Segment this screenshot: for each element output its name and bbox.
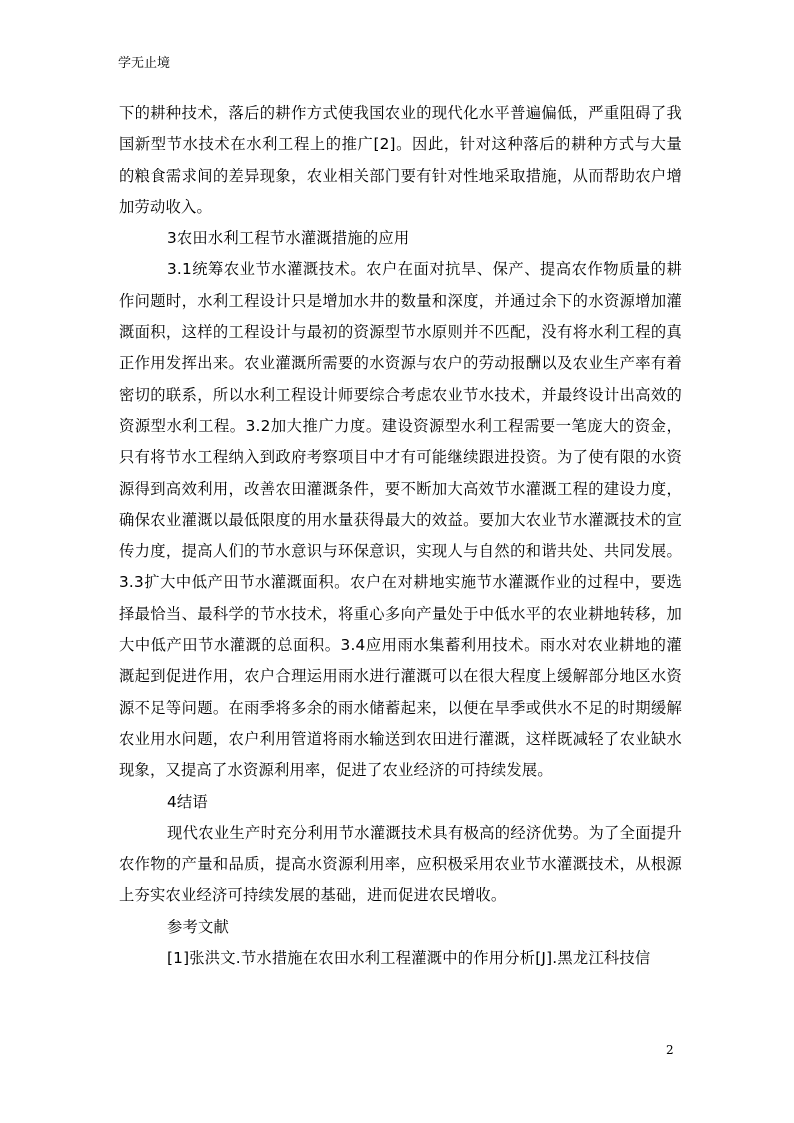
section-4-heading: 4结语 (167, 792, 208, 811)
document-body (119, 98, 682, 974)
reference-item-1: [1]张洪文.节水措施在农田水利工程灌溉中的作用分析[J].黑龙江科技信 (167, 949, 651, 968)
section-4-body: 现代农业生产时充分利用节水灌溉技术具有极高的经济优势。为了全面提升农作物的产量和品质，提高水资源利用率，应积极采用农业节水灌溉技术，从根源上夯实农业经济可持续发展的基础，进而促进农民增收。 (119, 823, 682, 905)
page-header: 学无止境 (118, 56, 171, 71)
section-3-body: 3.1统筹农业节水灌溉技术。农户在面对抗旱、保产、提高农作物质量的耕作问题时，水利工程设计只是增加水井的数量和深度，并通过余下的水资源增加灌溉面积，这样的工程设计与最初的资源型节水原则并不匹配，没有将水利工程的真正作用发挥出来。农业灌溉所需要的水资源与农户的劳动报酬以及农业生产率有着密切的联系，所以水利工程设计师要综合考虑农业节水技术，并最终设计出高效的资源型水利工程。3.2加大推广力度。建设资源型水利工程需要一笔庞大的资金，只有将节水工程纳入到政府考察项目中才有可能继续跟进投资。为了使有限的水资源得到高效利用，改善农田灌溉条件，要不断加大高效节水灌溉工程的建设力度，确保农业灌溉以最低限度的用水量获得最大的效益。要加大农业节水灌溉技术的宣传力度，提高人们的节水意识与环保意识，实现人与自然的和谐共处、共同发展。3.3扩大中低产田节水灌溉面积。农户在对耕地实施节水灌溉作业的过程中，要选择最恰当、最科学的节水技术，将重心多向产量处于中低水平的农业耕地转移，加大中低产田节水灌溉的总面积。3.4应用雨水集蓄利用技术。雨水对农业耕地的灌溉起到促进作用，农户合理运用雨水进行灌溉可以在很大程度上缓解部分地区水资源不足等问题。在雨季将多余的雨水储蓄起来，以便在旱季或供水不足的时期缓解农业用水问题，农户利用管道将雨水输送到农田进行灌溉，这样既减轻了农业缺水现象，又提高了水资源利用率，促进了农业经济的可持续发展。 (119, 260, 682, 780)
section-3-heading: 3农田水利工程节水灌溉措施的应用 (167, 229, 410, 248)
paragraph-continuation: 下的耕种技术，落后的耕作方式使我国农业的现代化水平普遍偏低，严重阻碍了我国新型节水技术在水利工程上的推广[2]。因此，针对这种落后的耕种方式与大量的粮食需求间的差异现象，农业相关部门要有针对性地采取措施，从而帮助农户增加劳动收入。 (119, 104, 682, 216)
page-number: 2 (666, 1043, 674, 1057)
references-heading: 参考文献 (167, 917, 229, 936)
